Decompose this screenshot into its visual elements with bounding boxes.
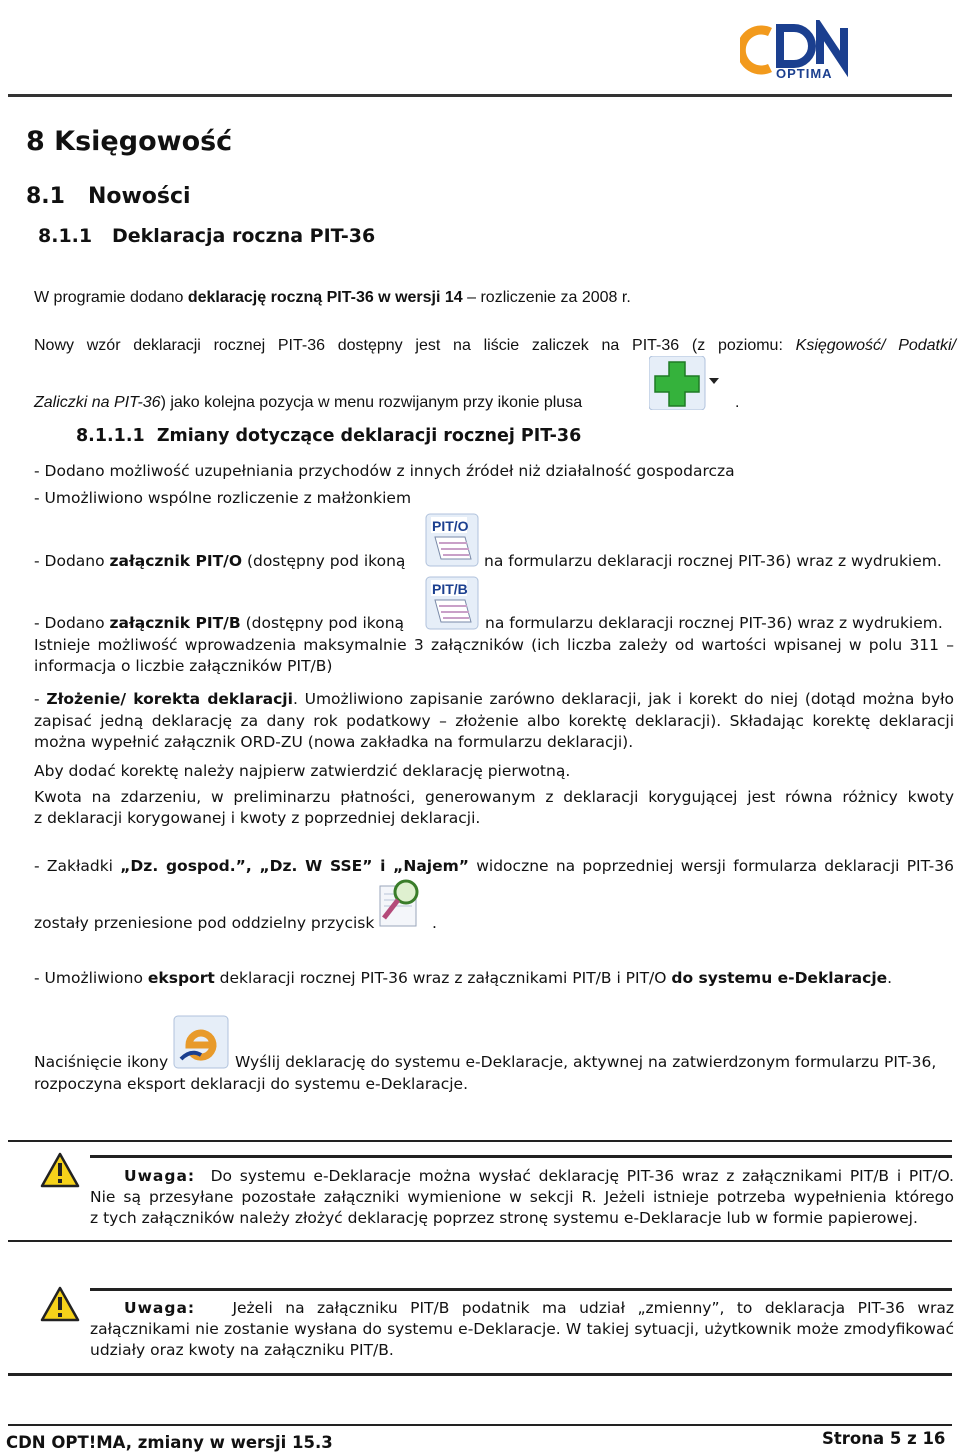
change-1: - Dodano możliwość uzupełniania przychodów z innych źródeł niż działalność gospodarcza [34,462,735,480]
note-2-end-rule [8,1373,952,1376]
pit-b-icon-label: PIT/B [432,581,468,597]
intro-paragraph-2-line-1: Nowy wzór deklaracji rocznej PIT-36 dostępny jest na liście zaliczek na PIT-36 (z poziomu: Księgowość/ Podatki/ [34,337,957,354]
change-8-line-1: - Zakładki „Dz. gospod.”, „Dz. W SSE” i „Najem” widoczne na poprzedniej wersji formularza deklaracji PIT-36 [34,857,954,875]
change-5-line-1: - Złożenie/ korekta deklaracji. Umożliwiono zapisanie zarówno deklaracji, jak i korekt do niej (dotąd można było [34,690,955,708]
note-2-top-rule [90,1288,952,1291]
change-8-line-2: zostały przeniesione pod oddzielny przycisk [34,914,375,932]
pit-b-icon [425,576,479,630]
change-8-period: . [432,914,437,932]
change-5-line-2: zapisać jedną deklarację za dany rok podatkowy – złożenie albo korektę deklaracji). Składając korektę deklaracji [34,712,954,730]
heading-1: 8 Księgowość [26,126,233,157]
note-1-line-3: z tych załączników należy złożyć deklarację poprzez stronę systemu e-Deklaracje lub w formie papierowej. [90,1209,918,1227]
heading-2: 8.1 Nowości [26,184,191,209]
note-1-bottom-rule [90,1155,952,1158]
change-4-line-3: informacja o liczbie załączników PIT/B) [34,657,333,675]
heading-4: 8.1.1.1 Zmiany dotyczące deklaracji rocznej PIT-36 [76,426,582,446]
note-2-line-3: udziały oraz kwoty na załączniku PIT/B. [90,1341,394,1359]
change-6: Aby dodać korektę należy najpierw zatwierdzić deklarację pierwotną. [34,762,571,780]
change-7-line-1: Kwota na zdarzeniu, w preliminarzu płatności, generowanym z deklaracji korygującej jest równa różnicy kwoty [34,788,954,806]
footer-page-number: Strona 5 z 16 [822,1429,946,1448]
change-4-text-end: na formularzu deklaracji rocznej PIT-36) wraz z wydrukiem. [485,614,943,632]
note-1-line-2: Nie są przesyłane pozostałe załączniki wymienione w sekcji R. Jeżeli istnieje potrzeba wypełnienia którego [90,1188,954,1206]
intro-period: . [735,394,740,411]
e-declaration-icon [173,1015,229,1069]
heading-3: 8.1.1 Deklaracja roczna PIT-36 [38,225,376,247]
note-2-line-1: Uwaga: Jeżeli na załączniku PIT/B podatnik ma udział „zmienny”, to deklaracja PIT-36 wraz [124,1299,955,1317]
intro-paragraph-2-line-2: Zaliczki na PIT-36) jako kolejna pozycja w menu rozwijanym przy ikonie plusa [34,394,583,411]
change-5-line-3: można wypełnić załącznik ORD-ZU (nowa zakładka na formularzu deklaracji). [34,733,634,751]
search-icon [376,876,428,930]
change-7-line-2: z deklaracji korygowanej i kwoty z poprzedniej deklaracji. [34,809,481,827]
change-10-text: Wyślij deklarację do systemu e-Deklaracje, aktywnej na zatwierdzonym formularzu PIT-36, [235,1053,937,1071]
note-1-line-1: Uwaga: Do systemu e-Deklaracje można wysłać deklarację PIT-36 wraz z załącznikami PIT/B i PIT/O. [124,1167,954,1185]
plus-icon [649,356,723,410]
change-4-text: - Dodano załącznik PIT/B (dostępny pod ikoną [34,614,405,632]
logo-subtitle: OPTIMA [776,66,833,81]
warning-icon [40,1152,80,1188]
note-1-top-rule [8,1140,952,1142]
header-divider [8,94,952,97]
note-2-line-2: załącznikami nie zostanie wysłana do systemu e-Deklaracje. W takiej sytuacji, użytkownik może zmodyfikować [90,1320,954,1338]
change-9: - Umożliwiono eksport deklaracji rocznej PIT-36 wraz z załącznikami PIT/B i PIT/O do systemu e-Deklaracje. [34,969,893,987]
change-3-text: - Dodano załącznik PIT/O (dostępny pod ikoną [34,552,406,570]
footer-divider [8,1424,952,1426]
note-2-label: Uwaga: [124,1299,196,1317]
change-2: - Umożliwiono wspólne rozliczenie z małżonkiem [34,489,412,507]
footer-left: CDN OPT!MA, zmiany w wersji 15.3 [6,1433,333,1452]
change-10-line-2: rozpoczyna eksport deklaracji do systemu e-Deklaracje. [34,1075,469,1093]
change-4-line-2: Istnieje możliwość wprowadzenia maksymalnie 3 załączników (ich liczba zależy od wartości wpisanej w polu 311 – [34,636,954,654]
note-1-end-rule [8,1240,952,1242]
warning-icon [40,1286,80,1322]
change-3-text-end: na formularzu deklaracji rocznej PIT-36) wraz z wydrukiem. [484,552,942,570]
pit-o-icon [425,513,479,567]
intro-paragraph-1: W programie dodano deklarację roczną PIT-36 w wersji 14 – rozliczenie za 2008 r. [34,289,631,306]
note-1-label: Uwaga: [124,1167,196,1185]
change-10-label: Naciśnięcie ikony [34,1053,169,1071]
cdn-optima-logo [740,20,860,86]
pit-o-icon-label: PIT/O [432,518,469,534]
